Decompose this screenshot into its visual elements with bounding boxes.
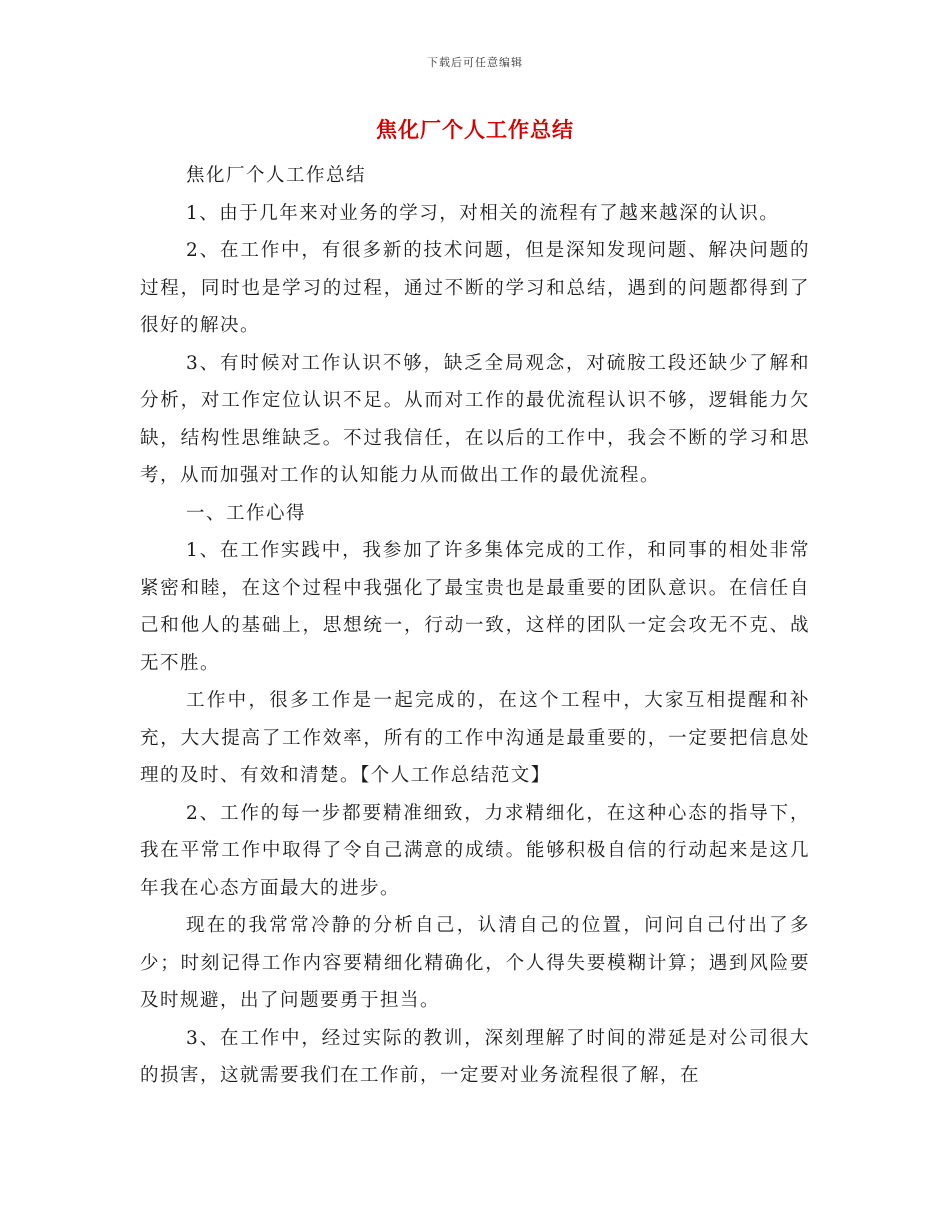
- body-paragraph: 现在的我常常冷静的分析自己，认清自己的位置，问问自己付出了多少；时刻记得工作内容要精细化精确化，个人得失要模糊计算；遇到风险要及时规避，出了问题要勇于担当。: [140, 915, 810, 1011]
- body-paragraph: 3、在工作中，经过实际的教训，深刻理解了时间的滞延是对公司很大的损害，这就需要我们在工作前，一定要对业务流程很了解，在: [140, 1027, 810, 1086]
- body-paragraph: 工作中，很多工作是一起完成的，在这个工程中，大家互相提醒和补充，大大提高了工作效率，所有的工作中沟通是最重要的，一定要把信息处理的及时、有效和清楚。【个人工作总结范文】: [140, 690, 810, 786]
- body-paragraph: 1、在工作实践中，我参加了许多集体完成的工作，和同事的相处非常紧密和睦，在这个过程中我强化了最宝贵也是最重要的团队意识。在信任自己和他人的基础上，思想统一，行动一致，这样的团队一定会攻无不克、战无不胜。: [140, 540, 810, 674]
- body-paragraph: 2、工作的每一步都要精准细致，力求精细化，在这种心态的指导下，我在平常工作中取得了令自己满意的成绩。能够积极自信的行动起来是这几年我在心态方面最大的进步。: [140, 802, 810, 899]
- page-header-note: 下载后可任意编辑: [427, 56, 523, 69]
- subtitle-paragraph: 焦化厂个人工作总结: [186, 165, 367, 186]
- document-title: 焦化厂个人工作总结: [376, 117, 574, 142]
- body-paragraph: 1、由于几年来对业务的学习，对相关的流程有了越来越深的认识。: [186, 202, 780, 224]
- body-paragraph: 3、有时候对工作认识不够，缺乏全局观念，对硫胺工段还缺少了解和分析，对工作定位认识不足。从而对工作的最优流程认识不够，逻辑能力欠缺，结构性思维缺乏。不过我信任，在以后的工作中，我会不断的学习和思考，从而加强对工作的认知能力从而做出工作的最优流程。: [140, 352, 810, 486]
- body-paragraph: 2、在工作中，有很多新的技术问题，但是深知发现问题、解决问题的过程，同时也是学习的过程，通过不断的学习和总结，遇到的问题都得到了很好的解决。: [140, 240, 810, 336]
- document-body: [140, 157, 810, 1095]
- section-heading: 一、工作心得: [186, 502, 307, 524]
